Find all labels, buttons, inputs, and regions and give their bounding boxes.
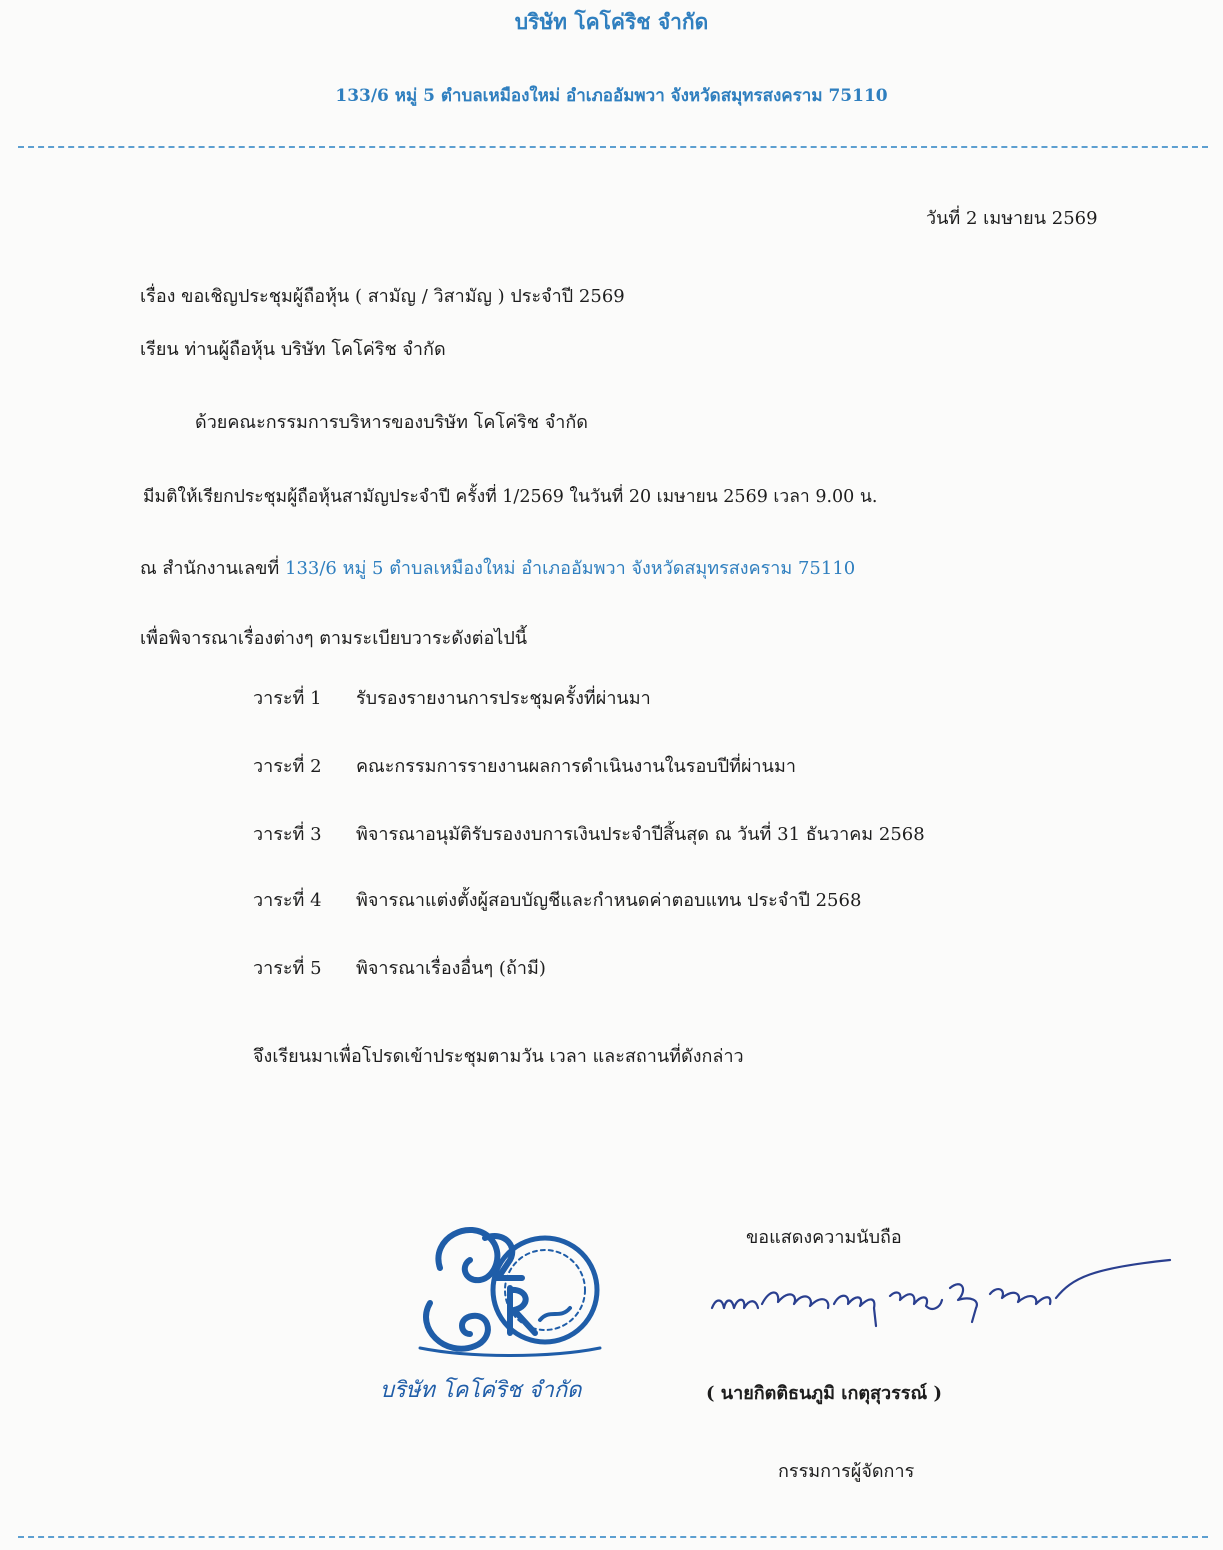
agenda-number: วาระที่ 1 [253,688,322,709]
agenda-text: คณะกรรมการรายงานผลการดำเนินงานในรอบปีที่ผ่านมา [356,756,796,777]
recipient-line: เรียน ท่านผู้ถือหุ้น บริษัท โคโค่ริช จำกัด [140,339,446,360]
signature-icon [700,1238,1180,1328]
agenda-item [253,885,861,914]
header-divider [18,146,1208,148]
company-address: 133/6 หมู่ 5 ตำบลเหมืองใหม่ อำเภออัมพวา จังหวัดสมุทรสงคราม 75110 [335,86,888,106]
agenda-item [253,819,925,848]
agenda-text: พิจารณาแต่งตั้งผู้สอบบัญชีและกำหนดค่าตอบแทน ประจำปี 2568 [356,890,862,911]
signer-position: กรรมการผู้จัดการ [778,1461,915,1482]
seal-caption: บริษัท โคโค่ริช จำกัด [380,1378,582,1403]
body-paragraph-2: มีมติให้เรียกประชุมผู้ถือหุ้นสามัญประจำปี ครั้งที่ 1/2569 ในวันที่ 20 เมษายน 2569 เวลา 9.00 น. [143,487,878,507]
office-label: ณ สำนักงานเลขที่ [140,558,285,579]
office-address: 133/6 หมู่ 5 ตำบลเหมืองใหม่ อำเภออัมพวา จังหวัดสมุทรสงคราม 75110 [285,558,856,579]
document-date: วันที่ 2 เมษายน 2569 [926,208,1098,229]
company-name: บริษัท โคโค่ริช จำกัด [514,9,709,34]
agenda-number: วาระที่ 4 [253,890,322,911]
agenda-text: พิจารณาอนุมัติรับรองงบการเงินประจำปีสิ้นสุด ณ วันที่ 31 ธันวาคม 2568 [356,824,925,845]
regards-line: ขอแสดงความนับถือ [746,1227,902,1248]
agenda-number: วาระที่ 3 [253,824,322,845]
footer-divider [18,1536,1208,1538]
agenda-item [253,953,546,982]
agenda-item [253,683,651,712]
body-paragraph-4: เพื่อพิจารณาเรื่องต่างๆ ตามระเบียบวาระดังต่อไปนี้ [140,628,528,649]
agenda-item [253,751,796,780]
company-seal-icon [410,1208,610,1363]
signer-name: ( นายกิตติธนภูมิ เกตุสุวรรณ์ ) [706,1383,942,1404]
agenda-text: พิจารณาเรื่องอื่นๆ (ถ้ามี) [356,958,546,979]
agenda-number: วาระที่ 5 [253,958,322,979]
body-paragraph-1: ด้วยคณะกรรมการบริหารของบริษัท โคโค่ริช จำกัด [195,412,588,433]
closing-line: จึงเรียนมาเพื่อโปรดเข้าประชุมตามวัน เวลา และสถานที่ดังกล่าว [253,1046,744,1067]
agenda-number: วาระที่ 2 [253,756,322,777]
agenda-text: รับรองรายงานการประชุมครั้งที่ผ่านมา [356,688,651,709]
subject-line: เรื่อง ขอเชิญประชุมผู้ถือหุ้น ( สามัญ / วิสามัญ ) ประจำปี 2569 [140,286,625,307]
body-paragraph-3 [140,553,855,582]
